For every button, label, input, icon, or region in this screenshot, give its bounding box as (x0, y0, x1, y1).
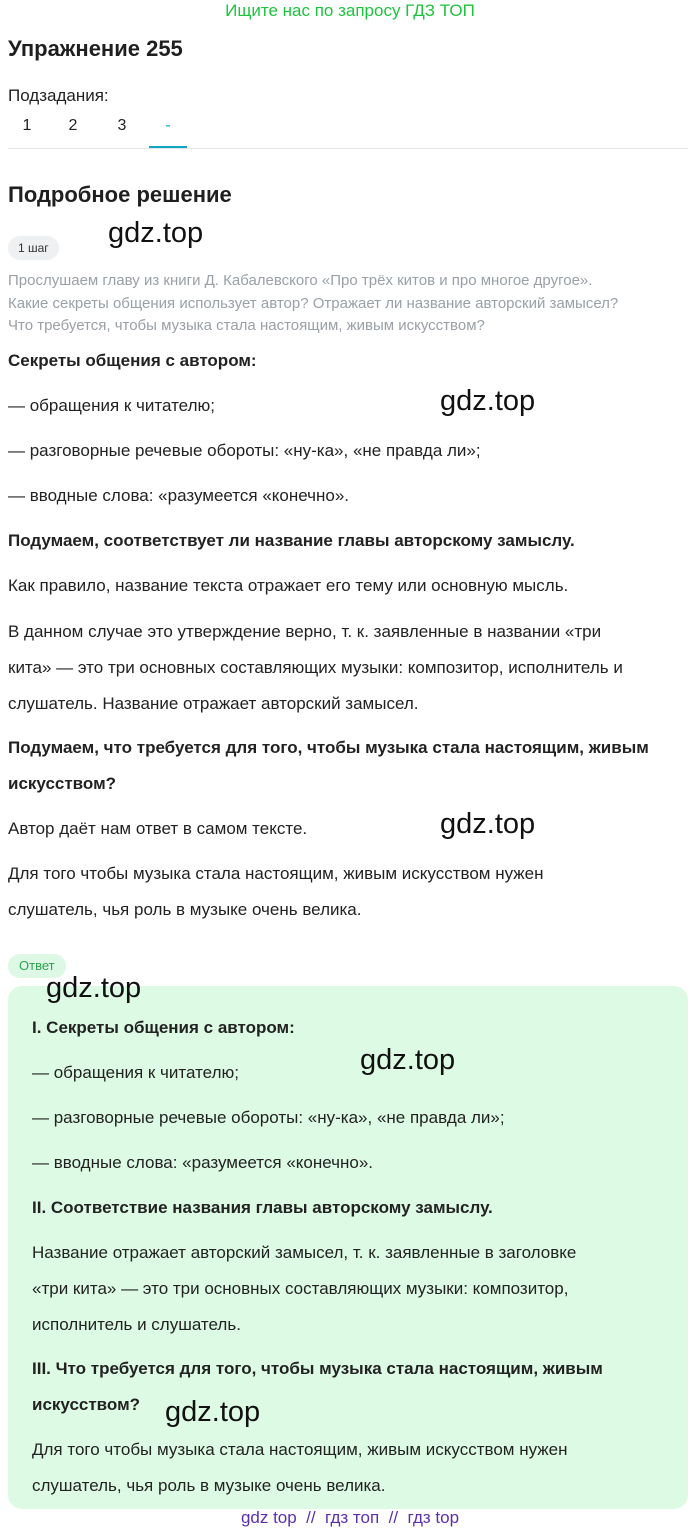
task-text (8, 270, 693, 338)
secrets-heading: Секреты общения с автором: (8, 351, 257, 370)
answer-badge: Ответ (8, 954, 66, 978)
secrets-item: — разговорные речевые обороты: «ну-ка», «не правда ли»; (8, 441, 481, 460)
secrets-item: — вводные слова: «разумеется «конечно». (8, 486, 350, 505)
answer-item: — обращения к читателю; (32, 1063, 239, 1082)
secrets-item: — обращения к читателю; (8, 396, 215, 415)
paragraph-line: исполнитель и слушатель. (32, 1315, 241, 1334)
answer-heading-3 (32, 1351, 603, 1423)
paragraph-line: слушатель, чья роль в музыке очень велика. (8, 900, 362, 919)
answer-heading-1: I. Секреты общения с автором: (32, 1018, 295, 1037)
subtasks-label: Подзадания: (8, 86, 109, 105)
paragraph-line: кита» — это три основных составляющих музыки: композитор, исполнитель и (8, 658, 623, 677)
watermark-logo: gdz.top (165, 1396, 261, 1428)
answer-item: — разговорные речевые обороты: «ну-ка», «не правда ли»; (32, 1108, 505, 1127)
subtask-tab-1[interactable]: 1 (22, 117, 32, 134)
heading-line: искусством? (8, 774, 117, 793)
heading-line: искусством? (32, 1395, 141, 1414)
task-line: Что требуется, чтобы музыка стала настоящим, живым искусством? (8, 317, 485, 334)
step-badge: 1 шаг (8, 236, 59, 260)
paragraph-line: Для того чтобы музыка стала настоящим, живым искусством нужен (32, 1440, 568, 1459)
answer-item: — вводные слова: «разумеется «конечно». (32, 1153, 374, 1172)
page-title: Упражнение 255 (8, 36, 183, 61)
answer-paragraph-2 (32, 1235, 576, 1343)
paragraph-line: слушатель, чья роль в музыке очень велика. (32, 1476, 386, 1495)
watermark-logo: gdz.top (46, 972, 142, 1004)
paragraph-line: «три кита» — это три основных составляющих музыки: композитор, (32, 1279, 569, 1298)
subtask-tabs (8, 116, 688, 149)
q3-explanation (8, 856, 544, 928)
subtask-tab-2[interactable]: 2 (68, 117, 78, 134)
q3-heading (8, 730, 649, 802)
heading-line: III. Что требуется для того, чтобы музыка стала настоящим, живым (32, 1359, 603, 1378)
watermark-logo: gdz.top (440, 808, 536, 840)
watermark-logo: gdz.top (108, 217, 204, 249)
footer-links[interactable]: gdz top // гдз топ // гдз top (240, 1508, 460, 1527)
task-line: Прослушаем главу из книги Д. Кабалевского «Про трёх китов и про многое другое». (8, 272, 593, 289)
watermark-logo: gdz.top (360, 1044, 456, 1076)
top-banner: Ищите нас по запросу ГДЗ ТОП (225, 1, 475, 20)
paragraph-line: Название отражает авторский замысел, т. к. заявленные в заголовке (32, 1243, 577, 1262)
answer-paragraph-3 (32, 1432, 568, 1504)
task-line: Какие секреты общения использует автор? Отражает ли название авторский замысел? (8, 294, 619, 312)
paragraph-line: Для того чтобы музыка стала настоящим, живым искусством нужен (8, 864, 544, 883)
solution-heading: Подробное решение (8, 182, 232, 207)
q2-text: Как правило, название текста отражает его тему или основную мысль. (8, 576, 569, 595)
watermark-logo: gdz.top (440, 385, 536, 417)
subtask-tab-3[interactable]: 3 (117, 117, 127, 134)
q2-explanation (8, 614, 623, 722)
answer-heading-2: II. Соответствие названия главы авторскому замыслу. (32, 1198, 493, 1217)
subtask-tab-current[interactable]: - (149, 116, 187, 148)
paragraph-line: В данном случае это утверждение верно, т. к. заявленные в названии «три (8, 622, 602, 641)
heading-line: Подумаем, что требуется для того, чтобы музыка стала настоящим, живым (8, 738, 649, 757)
q3-text: Автор даёт нам ответ в самом тексте. (8, 819, 308, 838)
q2-heading: Подумаем, соответствует ли название главы авторскому замыслу. (8, 531, 575, 550)
paragraph-line: слушатель. Название отражает авторский замысел. (8, 694, 419, 713)
